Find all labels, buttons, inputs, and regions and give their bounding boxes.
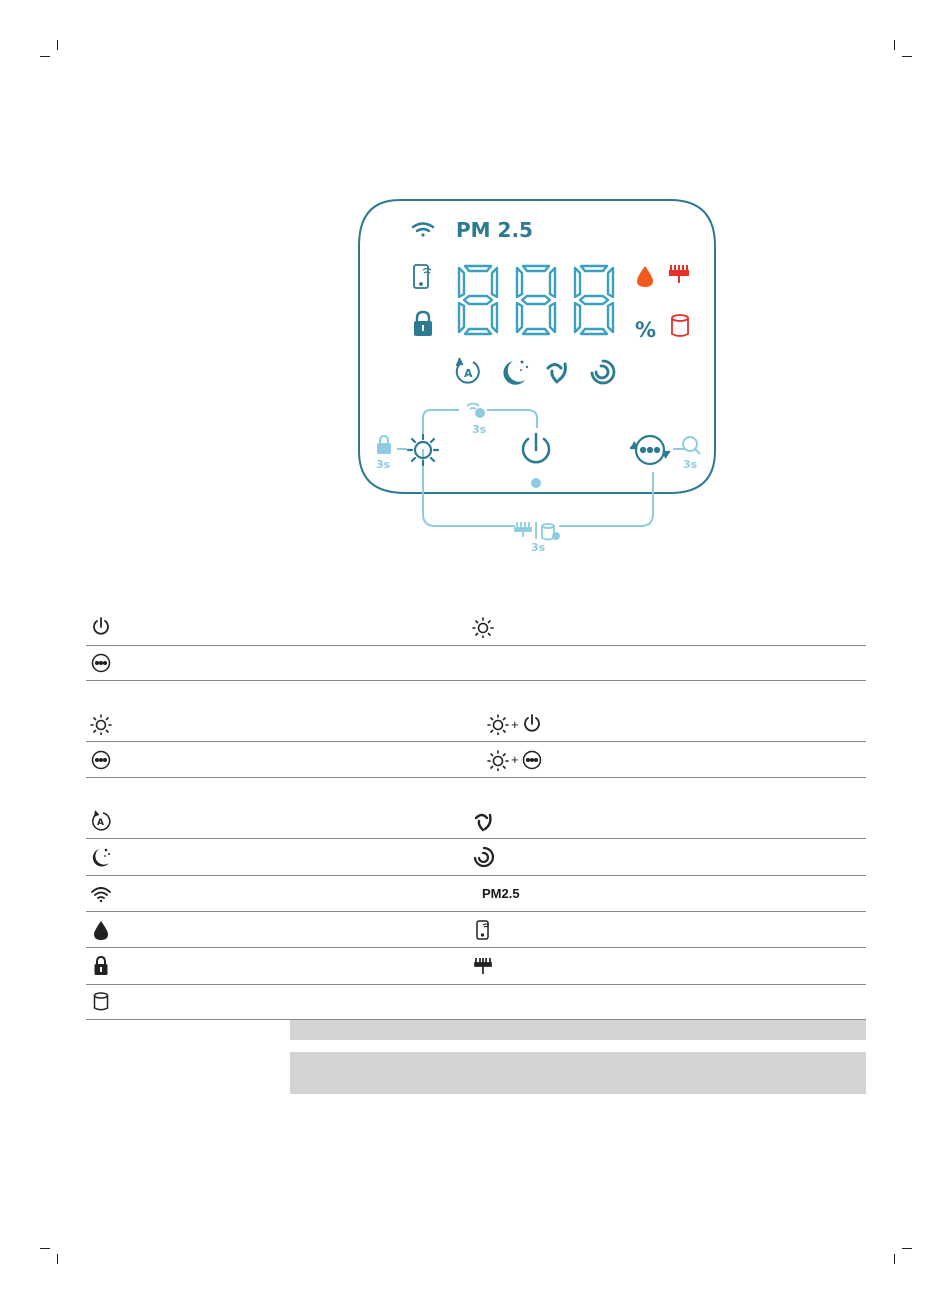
phone-icon <box>414 265 431 288</box>
table-row <box>86 681 866 742</box>
power-icon <box>521 713 543 735</box>
mode-cycle-icon <box>521 749 543 771</box>
table-row <box>86 948 866 985</box>
crop-mark <box>40 1248 50 1249</box>
pm25-label: PM 2.5 <box>456 218 533 242</box>
table-row <box>86 778 866 839</box>
table-row <box>86 876 866 912</box>
mode-cycle-icon <box>90 652 112 674</box>
crop-mark <box>894 40 895 50</box>
mode-cycle-icon <box>90 749 112 771</box>
legend-table <box>86 608 866 1020</box>
grey-bar <box>290 1052 866 1094</box>
lock-duration-label: 3s <box>376 458 391 471</box>
filter-duration-label: 3s <box>531 541 546 554</box>
crop-mark <box>57 40 58 50</box>
lock-icon <box>414 312 432 336</box>
table-row <box>86 985 866 1020</box>
wifi-icon <box>90 883 112 905</box>
table-row <box>86 912 866 948</box>
power-led <box>531 478 541 488</box>
light-icon <box>487 713 509 735</box>
sleep-mode-icon <box>503 361 528 385</box>
plus-sign: + <box>511 752 519 767</box>
light-icon <box>472 616 494 638</box>
wifi-icon <box>413 224 433 237</box>
humidity-drop-icon <box>90 919 112 941</box>
sleep-mode-icon <box>90 846 112 868</box>
light-icon <box>487 749 509 771</box>
humidity-drop-icon <box>637 266 653 287</box>
crop-mark <box>57 1254 58 1264</box>
brush-icon <box>472 955 494 977</box>
turbo-fan-icon <box>548 364 565 382</box>
table-row <box>86 839 866 876</box>
pm25-text: PM2.5 <box>482 886 520 901</box>
crop-mark <box>894 1254 895 1264</box>
swirl-fan-icon <box>592 361 614 383</box>
digit-display <box>459 266 613 334</box>
mode-cycle-icon <box>630 436 670 464</box>
filter-cylinder-icon <box>90 991 112 1013</box>
grey-bar <box>290 1020 866 1040</box>
filter-reset-icon <box>515 522 560 540</box>
svg-text:A: A <box>464 367 473 380</box>
wifi-pair-icon <box>467 404 485 419</box>
crop-mark <box>902 1248 912 1249</box>
table-row <box>86 646 866 681</box>
search-icon <box>683 437 700 454</box>
wifi-duration-label: 3s <box>472 423 487 436</box>
turbo-fan-icon <box>472 810 494 832</box>
crop-mark <box>902 56 912 57</box>
filter-cylinder-icon <box>672 315 688 336</box>
power-icon <box>90 616 112 638</box>
lock-icon <box>90 955 112 977</box>
table-row <box>86 608 866 646</box>
plus-sign: + <box>511 716 519 732</box>
table-row <box>86 742 866 778</box>
auto-mode-icon <box>90 810 112 832</box>
svg-text:A: A <box>97 818 104 828</box>
auto-mode-icon <box>456 358 479 383</box>
lock-small-icon <box>377 436 391 454</box>
percent-icon: % <box>635 318 657 342</box>
control-panel-graphic <box>355 196 720 561</box>
swirl-fan-icon <box>472 846 494 868</box>
phone-icon <box>472 919 494 941</box>
power-icon <box>523 434 549 462</box>
brush-icon <box>670 265 688 283</box>
light-icon <box>90 713 112 735</box>
control-panel-diagram <box>355 196 720 561</box>
crop-mark <box>40 56 50 57</box>
search-duration-label: 3s <box>683 458 698 471</box>
